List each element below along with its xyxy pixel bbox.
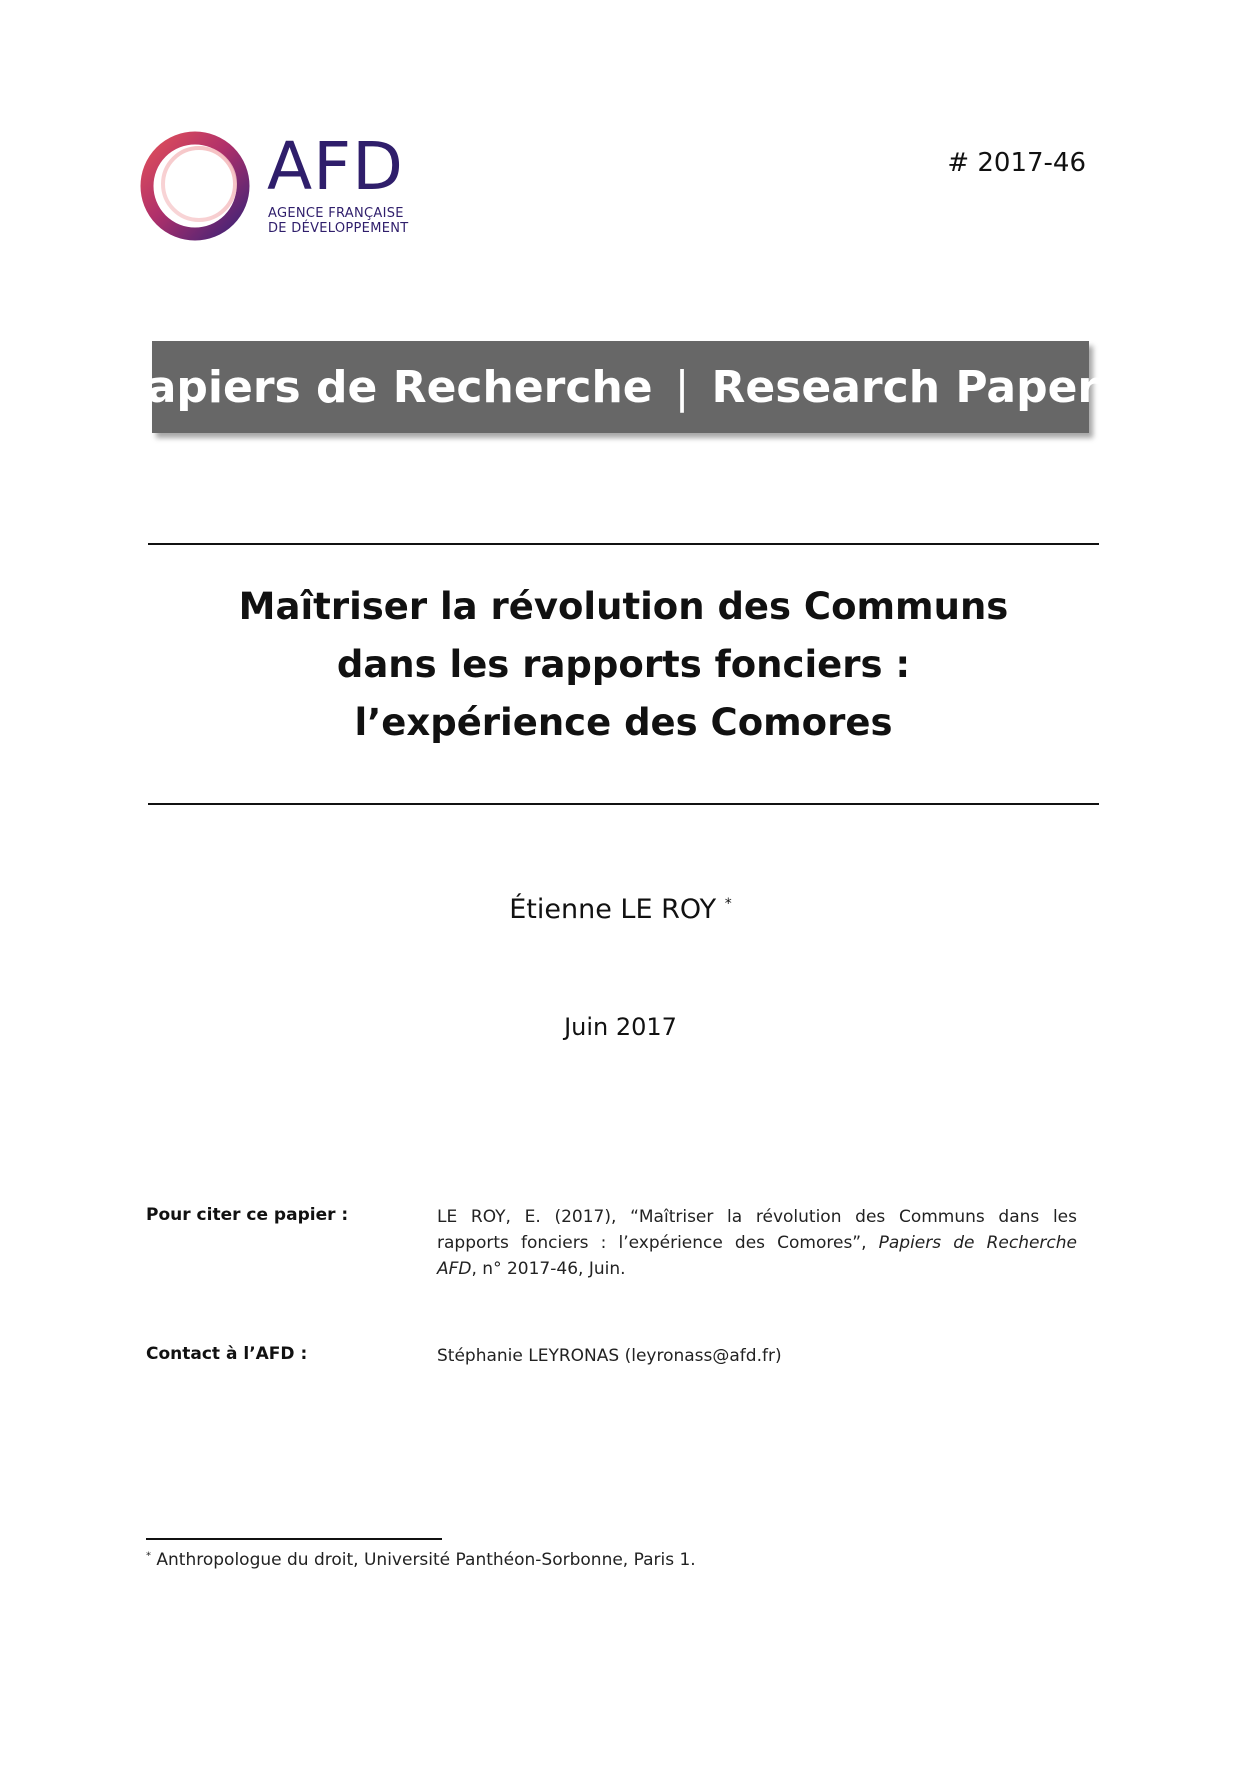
series-separator: | [674, 361, 690, 413]
document-number: # 2017-46 [947, 148, 1086, 178]
title-rule-top [148, 543, 1099, 545]
citation-label: Pour citer ce papier : [146, 1205, 349, 1225]
citation-line-3-text: , n° 2017-46, Juin. [471, 1259, 626, 1279]
title-line-2: dans les rapports fonciers : [336, 643, 911, 686]
citation-publisher-italic: AFD [437, 1259, 472, 1279]
footnote-text: Anthropologue du droit, Université Panthéon-Sorbonne, Paris 1. [151, 1550, 696, 1570]
footnote [146, 1550, 696, 1570]
logo-tagline-1: AGENCE FRANÇAISE [268, 206, 404, 221]
afd-ring-icon [137, 128, 253, 244]
series-banner [115, 341, 1126, 433]
citation-line-2 [437, 1230, 1077, 1256]
citation-series-italic: Papiers de Recherche [878, 1233, 1077, 1253]
author-footnote-marker: * [724, 896, 732, 912]
paper-title [148, 578, 1099, 752]
contact-value: Stéphanie LEYRONAS (leyronass@afd.fr) [437, 1346, 782, 1366]
afd-logo [137, 128, 437, 248]
logo-tagline-2: DE DÉVELOPPEMENT [268, 221, 409, 236]
contact-label: Contact à l’AFD : [146, 1344, 308, 1364]
author-name: Étienne LE ROY [509, 894, 717, 925]
title-line-1: Maîtriser la révolution des Communs [238, 585, 1009, 628]
publication-date: Juin 2017 [564, 1013, 677, 1041]
title-line-3: l’expérience des Comores [354, 701, 893, 744]
series-label-english: Research Papers [711, 361, 1126, 413]
series-label-french: Papiers de Recherche [115, 361, 653, 413]
citation-line-3 [437, 1256, 1077, 1282]
citation-line-1: LE ROY, E. (2017), “Maîtriser la révolution des Communs dans les [437, 1207, 1077, 1227]
citation-text [437, 1204, 1077, 1282]
title-rule-bottom [148, 803, 1099, 805]
author [0, 894, 1241, 925]
footnote-marker: * [146, 1550, 151, 1562]
logo-acronym: AFD [267, 128, 404, 205]
citation-line-2-text: rapports fonciers : l’expérience des Comores”, [437, 1233, 879, 1253]
footnote-rule [146, 1538, 442, 1540]
